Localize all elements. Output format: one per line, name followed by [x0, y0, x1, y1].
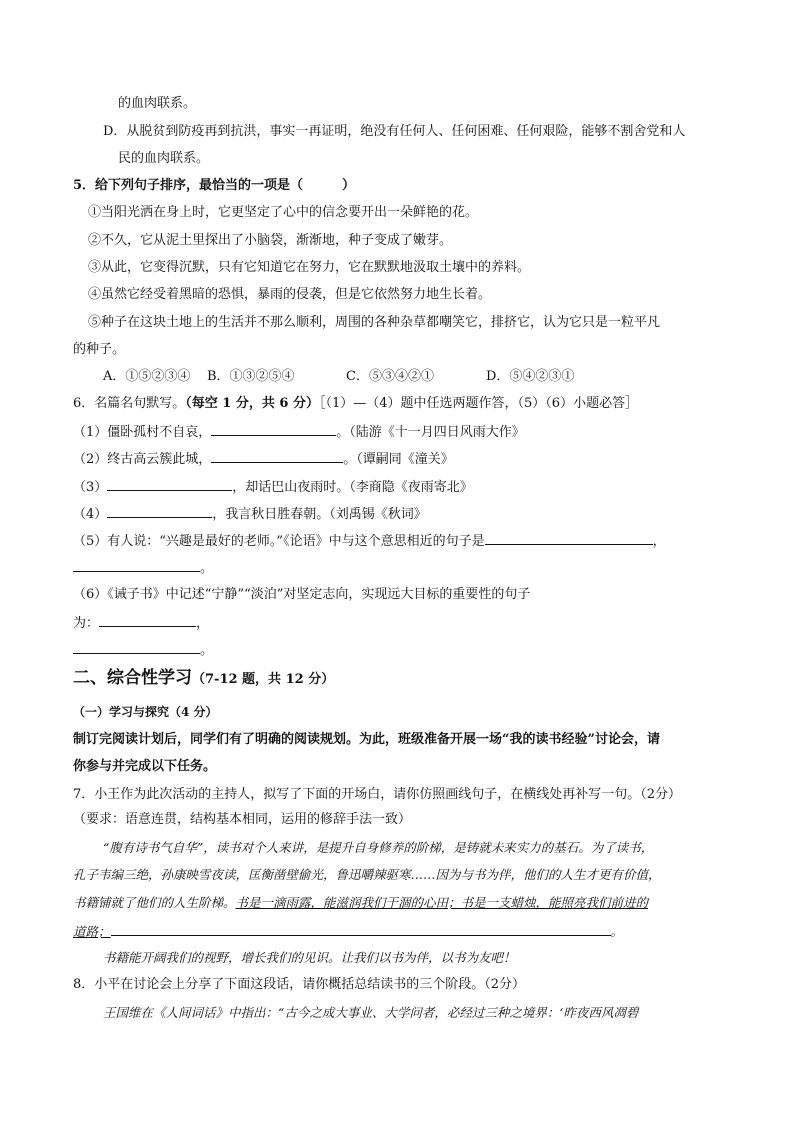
q5-sentence-2: ②不久，它从泥土里探出了小脑袋，渐渐地，种子变成了嫩芽。: [88, 233, 453, 248]
q6-stem-score: （每空 1 分，共 6 分）: [185, 396, 319, 411]
q6-item-5-blank-2[interactable]: [73, 558, 200, 572]
q6-item-6-blank-2[interactable]: [73, 640, 200, 654]
q5-option-c: C．⑤③④②①: [346, 369, 434, 384]
q7-requirement: （要求：语意连贯，结构基本相同，运用的修辞手法一致）: [73, 812, 412, 827]
q7-passage-line4: [73, 922, 623, 941]
q6-item-5-comma: ，: [652, 534, 666, 549]
q4-option-d-line2: 民的血肉联系。: [118, 151, 210, 166]
section-2-title: 二、综合性学习: [73, 668, 192, 688]
q7-underlined-sentence: 书是一滴雨露，能滋润我们干涸的心田；书是一支蜡烛，能照亮我们前进的: [235, 895, 649, 910]
q7-stem: 7．小王作为此次活动的主持人，拟写了下面的开场白，请你仿照画线句子，在横线处再补写一句。（2分）: [73, 787, 682, 802]
q6-item-4-text: ，我言秋日胜春朝。（刘禹锡《秋词》: [212, 507, 427, 522]
q6-item-5-period: 。: [200, 561, 214, 576]
q6-item-6-line2: [73, 613, 209, 633]
q5-option-b: B．①③②⑤④: [207, 369, 295, 384]
q5-sentence-1: ①当阳光洒在身上时，它更坚定了心中的信念要开出一朵鲜艳的花。: [88, 205, 479, 220]
q6-stem: [73, 395, 638, 413]
q7-passage-period: 。: [610, 924, 624, 939]
q8-passage-line1: 王国维在《人间词话》中指出：“古今之成大事业、大学问者，必经过三种之境界：‘昨夜西风凋碧: [103, 1005, 639, 1020]
q6-item-2-source: 。（谭嗣同《潼关》: [343, 452, 454, 467]
q8-stem: 8．小平在讨论会上分享了下面这段话，请你概括总结读书的三个阶段。（2分）: [73, 977, 526, 992]
q7-answer-blank[interactable]: [111, 922, 611, 936]
q7-underlined-sentence-end: 道路；: [73, 924, 111, 939]
q6-item-6-line3: [73, 640, 213, 660]
q6-item-6-period: 。: [200, 643, 214, 658]
q6-item-2-text: （2）终古高云簇此城，: [73, 452, 212, 467]
q6-item-1: [73, 422, 525, 442]
q7-passage-line1: “腹有诗书气自华”，读书对个人来讲，是提升自身修养的阶梯，是铸就未来实力的基石。为了读书，: [103, 840, 654, 855]
q7-passage-line3-text: 书籍铺就了他们的人生阶梯。: [73, 895, 236, 910]
q6-item-6-prefix: 为：: [73, 616, 100, 631]
q6-item-5-line2: [73, 558, 213, 578]
section-2-intro-line2: 你参与并完成以下任务。: [73, 759, 217, 774]
q6-item-6-comma: ，: [196, 616, 210, 631]
q6-item-3-num: （3）: [73, 480, 108, 495]
q6-item-2-blank[interactable]: [211, 449, 343, 463]
q7-passage-line3: [73, 894, 648, 912]
q6-item-3-blank[interactable]: [107, 477, 232, 491]
q6-item-1-text: （1）僵卧孤村不自哀，: [73, 425, 212, 440]
q5-option-d: D．⑤④②③①: [486, 369, 575, 384]
q6-item-4: [73, 504, 427, 524]
q6-item-6-blank-1[interactable]: [99, 613, 196, 627]
q6-item-5: [73, 531, 666, 551]
q6-stem-title: 6．名篇名句默写。: [73, 396, 186, 411]
q7-passage-line2: 孔子韦编三绝，孙康映雪夜读，匡衡凿壁偷光，鲁迅嚼辣驱寒……因为与书为伴，他们的人生才更有价值，: [73, 867, 661, 882]
q6-item-3: [73, 477, 473, 497]
q5-option-a: A．①⑤②③④: [103, 369, 191, 384]
q6-item-5-blank-1[interactable]: [485, 531, 653, 545]
q6-item-1-source: 。（陆游《十一月四日风雨大作》: [336, 425, 525, 440]
q6-item-1-blank[interactable]: [211, 422, 336, 436]
section-2-note: （7-12 题，共 12 分）: [192, 672, 335, 687]
q6-item-3-text: ，却话巴山夜雨时。（李商隐《夜雨寄北》: [232, 480, 473, 495]
q4-option-d-line1: D．从脱贫到防疫再到抗洪，事实一再证明，绝没有任何人、任何困难、任何艰险，能够不割舍党和人: [103, 124, 686, 139]
q5-sentence-5-line2: 的种子。: [73, 342, 126, 357]
q5-sentence-3: ③从此，它变得沉默，只有它知道它在努力，它在默默地汲取土壤中的养料。: [88, 260, 531, 275]
q5-stem: 5．给下列句子排序，最恰当的一项是（ ）: [73, 178, 356, 193]
q5-sentence-5-line1: ⑤种子在这块土地上的生活并不那么顺利，周围的各种杂草都嘲笑它，排挤它，认为它只是一粒平凡: [88, 315, 661, 330]
q7-passage-line5: 书籍能开阔我们的视野，增长我们的见识。让我们以书为伴，以书为友吧！: [103, 950, 516, 965]
q6-item-4-blank[interactable]: [107, 504, 212, 518]
q4-option-c-tail: 的血肉联系。: [118, 96, 197, 111]
q6-item-6: （6）《诫子书》中记述“宁静”“淡泊”对坚定志向，实现远大目标的重要性的句子: [73, 587, 531, 602]
q6-stem-instruction: ［（1）—（4）题中任选两题作答，（5）（6）小题必答］: [318, 396, 639, 411]
section-2-intro-line1: 制订完阅读计划后，同学们有了明确的阅读规划。为此，班级准备开展一场“我的读书经验”讨论会，请: [73, 732, 660, 747]
q5-sentence-4: ④虽然它经受着黑暗的恐惧，暴雨的侵袭，但是它依然努力地生长着。: [88, 287, 492, 302]
section-2-subheading: （一）学习与探究（4 分）: [73, 705, 218, 719]
q6-item-4-num: （4）: [73, 507, 108, 522]
q6-item-5-text: （5）有人说：“兴趣是最好的老师。”《论语》中与这个意思相近的句子是: [73, 534, 485, 549]
q6-item-2: [73, 449, 454, 469]
section-2-heading: [73, 667, 334, 691]
